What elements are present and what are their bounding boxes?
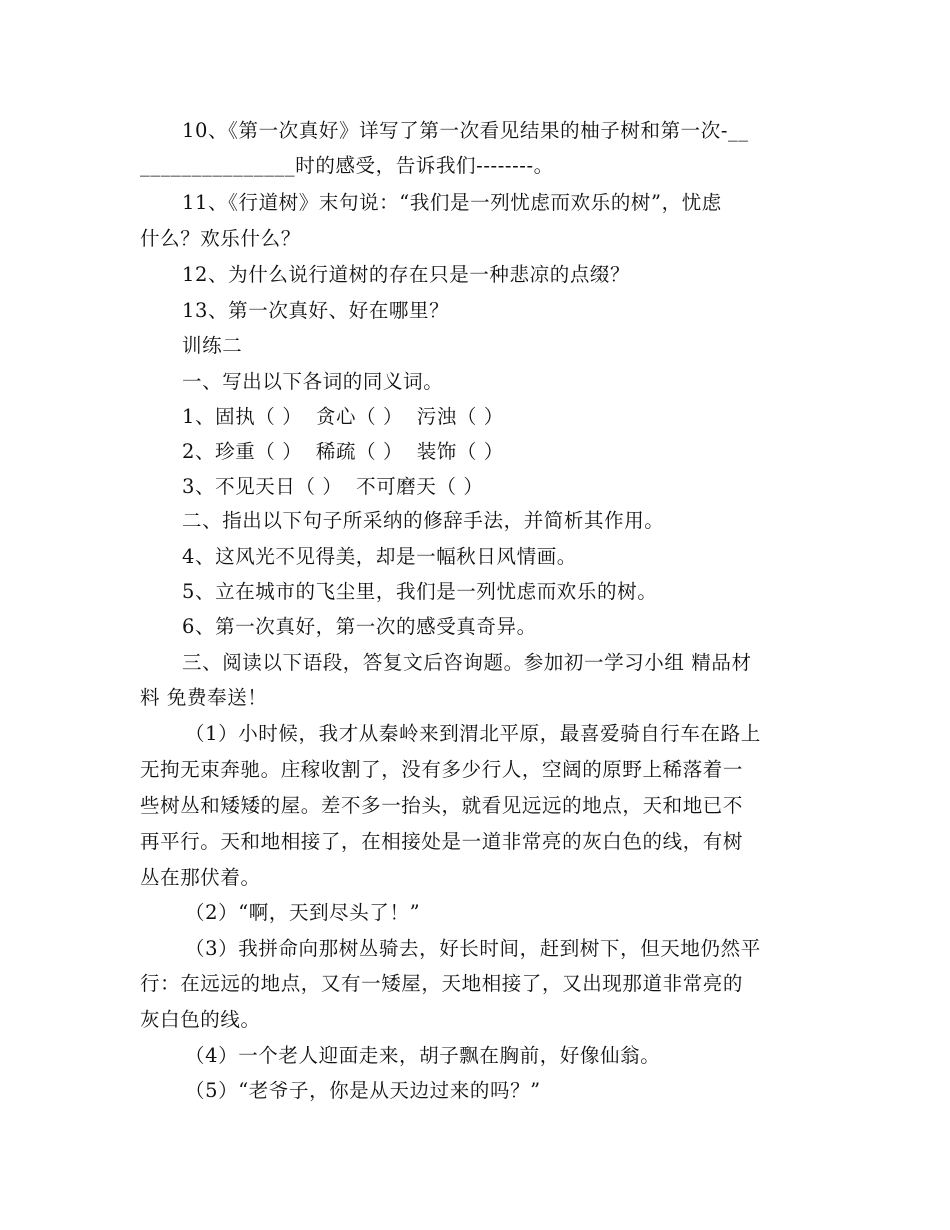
rhetoric-item-6: 6、第一次真好，第一次的感受真奇异。 [182,615,537,638]
passage-paragraph-3-line-3: 灰白色的线。 [140,1008,261,1031]
part-3-heading-line-2: 料 免费奉送！ [140,686,268,709]
question-11-line-2: 什么？欢乐什么？ [140,227,301,250]
passage-paragraph-3-line-2: 行：在远远的地点，又有一矮屋，天地相接了，又出现那道非常亮的 [140,972,744,995]
synonym-item-2: 2、珍重（ ） 稀疏（ ） 装饰（ ） [182,440,504,463]
synonym-item-1: 1、固执（ ） 贪心（ ） 污浊（ ） [182,405,504,428]
part-3-heading-line-1: 三、阅读以下语段，答复文后咨询题。参加初一学习小组 精品材 [182,651,752,674]
section-heading-training-2: 训练二 [182,334,243,357]
passage-paragraph-1-line-4: 再平行。天和地相接了，在相接处是一道非常亮的灰白色的线，有树 [140,830,744,853]
rhetoric-item-5: 5、立在城市的飞尘里，我们是一列忧虑而欢乐的树。 [182,580,658,603]
passage-paragraph-4: （4）一个老人迎面走来，胡子飘在胸前，好像仙翁。 [185,1044,661,1067]
rhetoric-item-4: 4、这风光不见得美，却是一幅秋日风情画。 [182,545,577,568]
passage-paragraph-5: （5）“老爷子，你是从天边过来的吗？” [185,1079,541,1102]
question-12: 12、为什么说行道树的存在只是一种悲凉的点缀？ [182,263,631,286]
passage-paragraph-3-line-1: （3）我拼命向那树丛骑去，好长时间，赶到树下，但天地仍然平 [185,937,761,960]
passage-paragraph-1-line-1: （1）小时候，我才从秦岭来到渭北平原，最喜爱骑自行车在路上 [185,722,761,745]
part-1-heading: 一、写出以下各词的同义词。 [182,370,444,393]
synonym-item-3: 3、不见天日（ ） 不可磨天（ ） [182,475,484,498]
passage-paragraph-2: （2）“啊，天到尽头了！” [185,901,421,924]
question-11-line-1: 11、《行道树》末句说：“我们是一列忧虑而欢乐的树”，忧虑 [182,191,722,214]
question-13: 13、第一次真好、好在哪里？ [182,299,450,322]
passage-paragraph-1-line-5: 丛在那伏着。 [140,866,261,889]
passage-paragraph-1-line-2: 无拘无束奔驰。庄稼收割了，没有多少行人，空阔的原野上稀落着一 [140,758,744,781]
part-2-heading: 二、指出以下句子所采纳的修辞手法，并简析其作用。 [182,509,665,532]
passage-paragraph-1-line-3: 些树丛和矮矮的屋。差不多一抬头，就看见远远的地点，天和地已不 [140,794,744,817]
question-10-line-1: 10、《第一次真好》详写了第一次看见结果的柚子树和第一次-__ [182,119,749,142]
question-10-line-2: _______________时的感受，告诉我们--------。 [140,154,554,177]
